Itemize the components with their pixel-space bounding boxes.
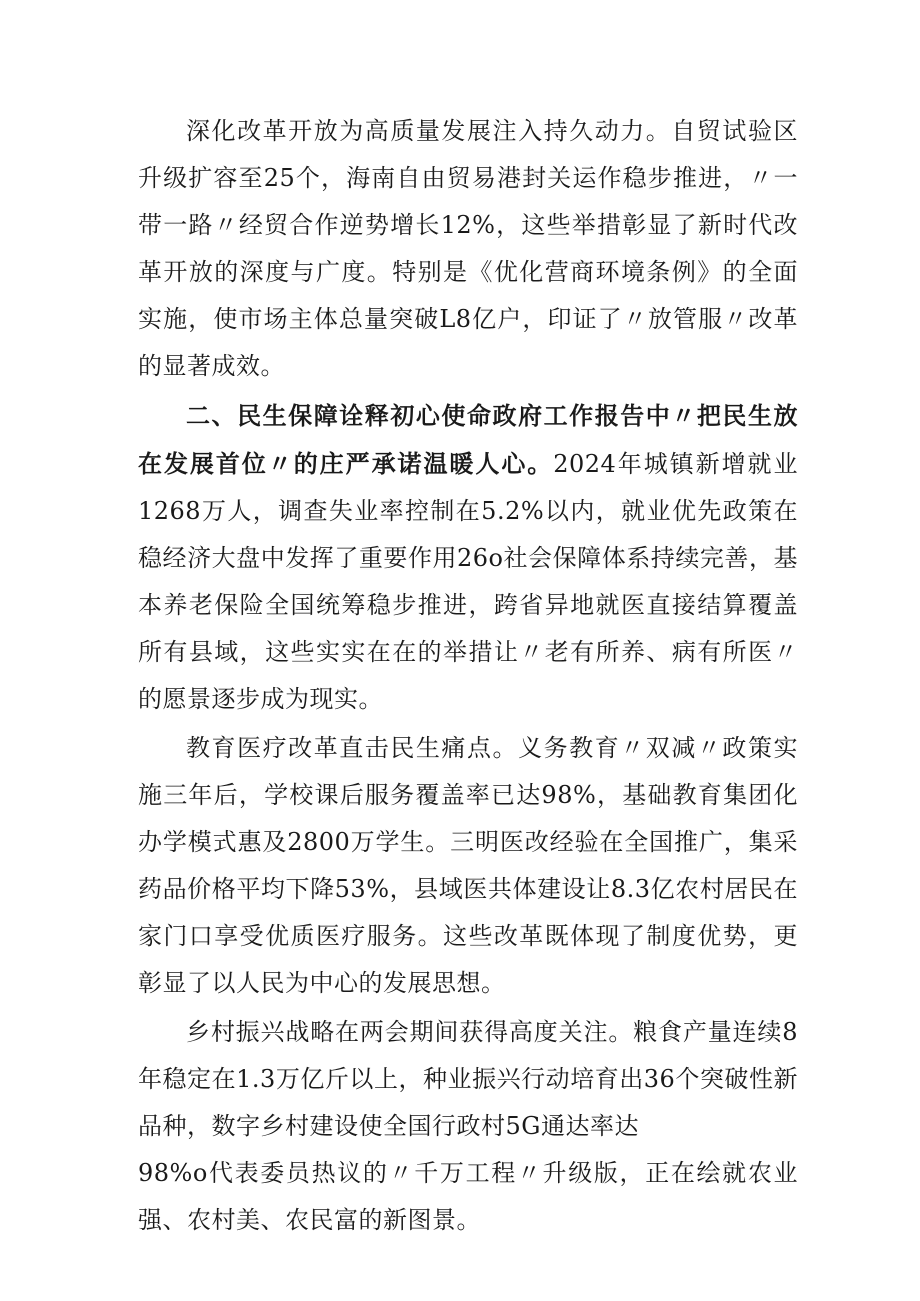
paragraph-rural-continued <box>138 1150 798 1244</box>
document-body <box>138 108 798 1244</box>
paragraph-text: 教育医疗改革直击民生痛点。义务教育〃双减〃政策实施三年后，学校课后服务覆盖率已达98%，基础教育集团化办学模式惠及2800万学生。三明医改经验在全国推广，集采药品价格平均下降53%，县域医共体建设让8.3亿农村居民在家门口享受优质医疗服务。这些改革既体现了制度优势，更彰显了以人民为中心的发展思想。 <box>138 734 798 997</box>
paragraph-text: 深化改革开放为高质量发展注入持久动力。自贸试验区升级扩容至25个，海南自由贸易港封关运作稳步推进，〃一带一路〃经贸合作逆势增长12%，这些举措彰显了新时代改革开放的深度与广度。特别是《优化营商环境条例》的全面实施，使市场主体总量突破L8亿户，印证了〃放管服〃改革的显著成效。 <box>138 117 798 380</box>
paragraph-livelihood-security <box>138 392 798 723</box>
paragraph-education-medical <box>138 725 798 1007</box>
paragraph-rural-revitalization <box>138 1009 798 1150</box>
paragraph-reform-opening <box>138 108 798 390</box>
section-heading: 二、民生保障诠释初心使命政府工作报告中〃把民生放在发展首位〃的庄严承诺温暖人心。 <box>138 401 798 478</box>
paragraph-text: 乡村振兴战略在两会期间获得高度关注。粮食产量连续8年稳定在1.3万亿斤以上，种业振兴行动培育出36个突破性新品种，数字乡村建设使全国行政村5G通达率达 <box>138 1018 798 1140</box>
paragraph-text: 98%o代表委员热议的〃千万工程〃升级版，正在绘就农业强、农村美、农民富的新图景。 <box>138 1159 798 1234</box>
paragraph-text: 2024年城镇新增就业1268万人，调查失业率控制在5.2%以内，就业优先政策在稳经济大盘中发挥了重要作用26o社会保障体系持续完善，基本养老保险全国统筹稳步推进，跨省异地就医直接结算覆盖所有县域，这些实实在在的举措让〃老有所养、病有所医〃的愿景逐步成为现实。 <box>138 450 798 713</box>
